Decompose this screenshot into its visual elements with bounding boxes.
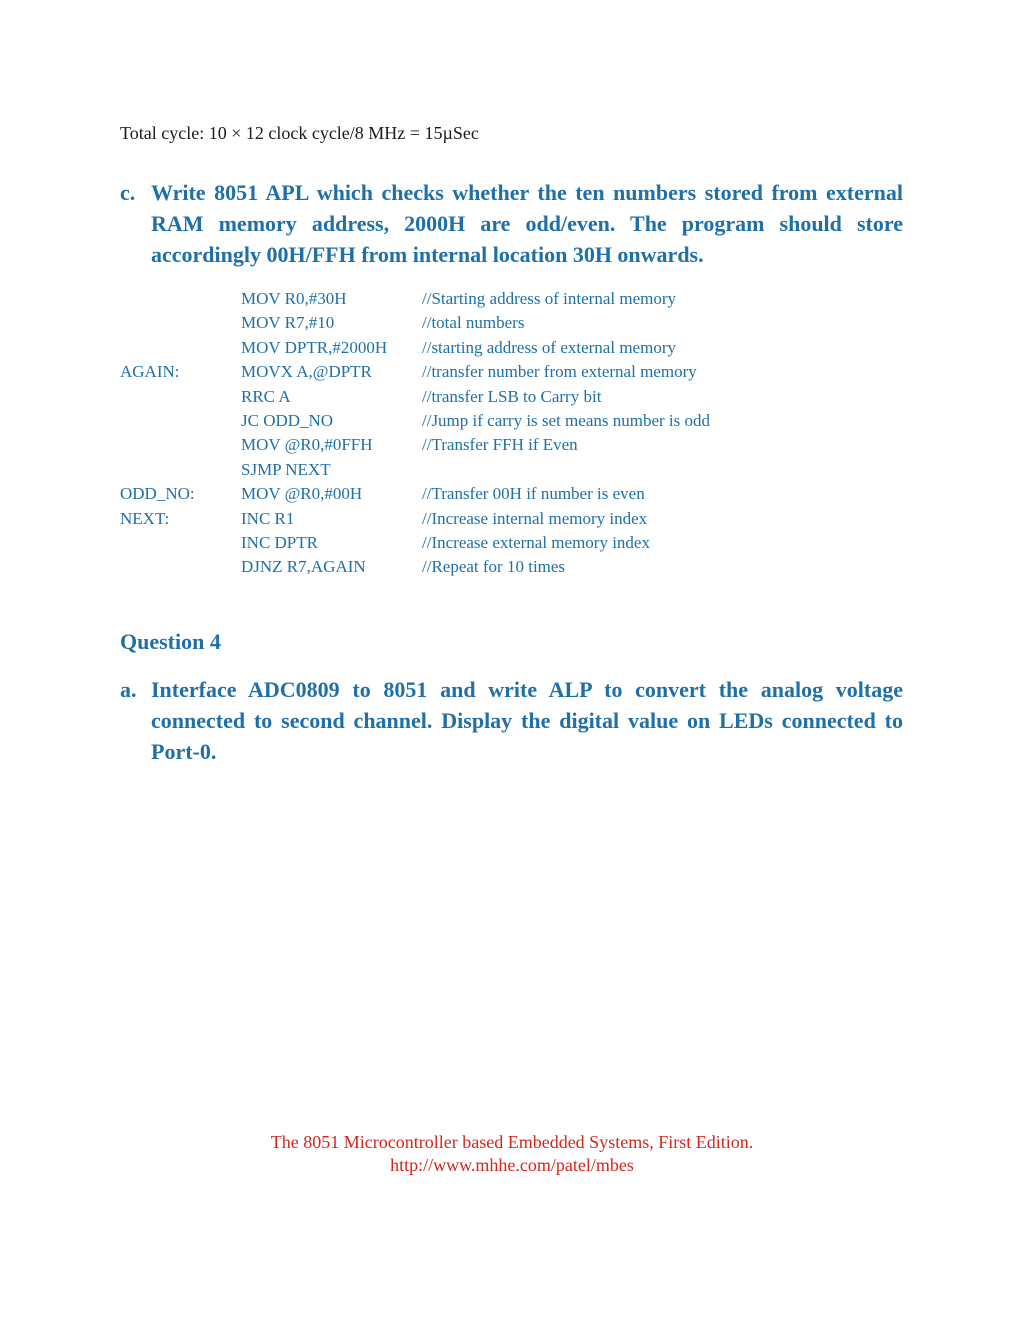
- question-c-text: Write 8051 APL which checks whether the ten numbers stored from external RAM memory address, 2000H are odd/even. The program should store accordingly 00H/FFH from internal location 30H onwards.: [151, 180, 903, 267]
- page-footer: [0, 1131, 1024, 1177]
- question-4-heading: Question 4: [120, 629, 221, 654]
- footer-url: http://www.mhhe.com/patel/mbes: [390, 1155, 634, 1175]
- code-instruction: RRC A: [241, 386, 291, 406]
- code-instruction: MOV R0,#30H: [241, 289, 347, 308]
- question-a-marker: a.: [120, 677, 137, 702]
- code-comment: //total numbers: [422, 313, 525, 333]
- code-instruction: MOV R7,#10: [241, 313, 335, 333]
- code-instruction: SJMP NEXT: [241, 459, 331, 479]
- code-label: NEXT:: [120, 508, 170, 528]
- code-instruction: JC ODD_NO: [241, 410, 334, 430]
- code-comment: //transfer number from external memory: [422, 362, 697, 382]
- code-comment: //Jump if carry is set means number is odd: [422, 410, 711, 430]
- question-c-marker: c.: [120, 180, 136, 205]
- code-label: ODD_NO:: [120, 484, 195, 504]
- question-a: [120, 674, 903, 767]
- code-comment: //Starting address of internal memory: [422, 289, 676, 308]
- code-comment: //Increase external memory index: [422, 532, 650, 552]
- code-comment: //Repeat for 10 times: [422, 557, 566, 577]
- code-instruction: INC R1: [241, 508, 295, 528]
- code-instruction: MOVX A,@DPTR: [241, 362, 372, 382]
- question-c: [120, 177, 903, 270]
- code-label: AGAIN:: [120, 362, 180, 382]
- code-instruction: MOV @R0,#0FFH: [241, 435, 373, 455]
- code-comment: //Transfer 00H if number is even: [422, 484, 645, 504]
- code-comment: //starting address of external memory: [422, 337, 676, 357]
- code-instruction: MOV DPTR,#2000H: [241, 337, 388, 357]
- question-a-text: Interface ADC0809 to 8051 and write ALP to convert the analog voltage connected to second channel. Display the digital value on LEDs connected to Port-0.: [151, 677, 903, 764]
- footer-book-title: The 8051 Microcontroller based Embedded Systems, First Edition.: [270, 1132, 754, 1152]
- code-instruction: INC DPTR: [241, 532, 318, 552]
- code-comment: //transfer LSB to Carry bit: [422, 386, 602, 406]
- code-instruction: DJNZ R7,AGAIN: [241, 557, 366, 577]
- total-cycle-text: Total cycle: 10 × 12 clock cycle/8 MHz = 15µSec: [120, 123, 479, 143]
- code-instruction: MOV @R0,#00H: [241, 484, 363, 504]
- code-comment: //Increase internal memory index: [422, 508, 648, 528]
- code-comment: //Transfer FFH if Even: [422, 435, 578, 455]
